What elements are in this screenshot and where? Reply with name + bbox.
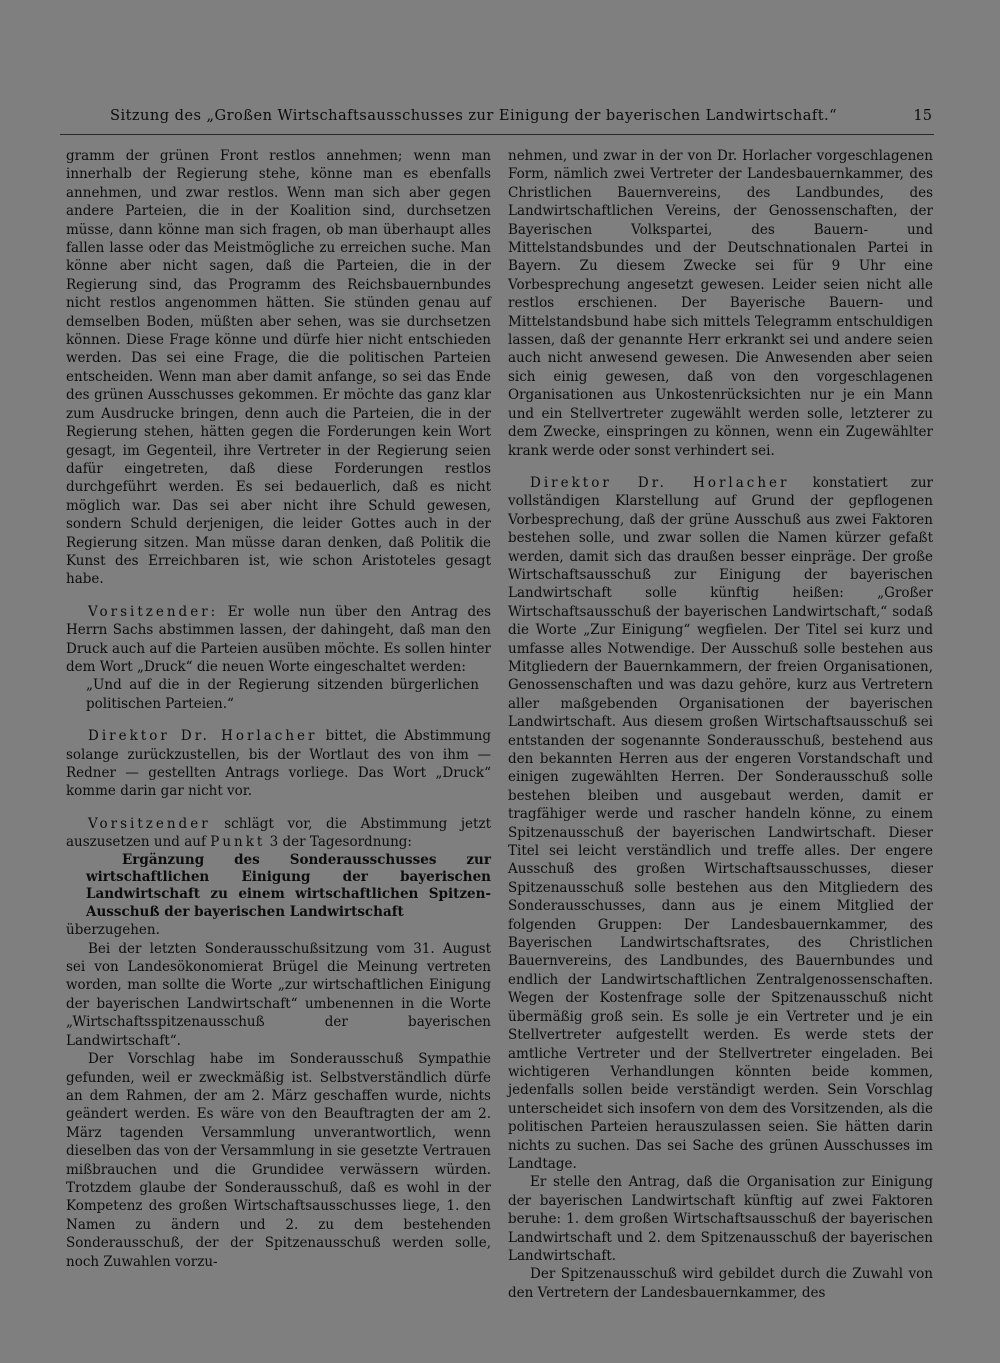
paragraph xyxy=(508,474,933,1173)
left-column xyxy=(66,147,491,1271)
paragraph: überzugehen. xyxy=(66,922,160,939)
running-head xyxy=(110,103,932,129)
page-number: 15 xyxy=(913,107,932,124)
speaker-name: Direktor Dr. Horlacher xyxy=(88,728,318,745)
paragraph: nehmen, und zwar in der von Dr. Horlacher vorgeschlagenen Form, nämlich zwei Vertreter der Landesbauernkammer, des Christlichen Bauernvereins, des Landbundes, des Landwirtschaftlichen Vereins, der Genossenschaften, der Bayerischen Volkspartei, des Bauern- und Mittelstandsbundes und der Deutschnationalen Partei in Bayern. Zu diesem Zwecke sei für 9 Uhr eine Vorbesprechung angesetzt gewesen. Leider seien nicht alle restlos erschienen. Der Bayerische Bauern- und Mittelstandsbund habe sich mittels Telegramm entschuldigen lassen, daß der genannte Herr erkrankt sei und andere seien auch nicht anwesend gewesen. Die Anwesenden aber seien sich einig gewesen, daß von den vorgeschlagenen Organisationen aus Unkostenrücksichten nur je ein Mann und ein Stellvertreter zugewählt werden solle, letzterer zu dem Zwecke, einspringen zu können, wenn ein Zugewählter krank werde oder sonst verhindert sei. xyxy=(508,148,933,459)
right-column xyxy=(508,147,933,1302)
header-rule xyxy=(60,134,934,135)
paragraph xyxy=(66,603,491,677)
paragraph-text: 3 der Tagesordnung: xyxy=(269,834,412,851)
paragraph-text: konstatiert zur vollständigen Klarstellung auf Grund der gepflogenen Vorbesprechung, daß der grüne Ausschuß aus zwei Faktoren bestehen solle, und zwar sollen die Namen kürzer gefaßt werden, damit sich das draußen besser einpräge. Der große Wirtschaftsausschuß zur Einigung der bayerischen Landwirtschaft solle künftig heißen: „Großer Wirtschaftsausschuß der bayerischen Landwirtschaft,“ sodaß die Worte „Zur Einigung“ wegfielen. Der Titel sei kurz und umfasse alles Notwendige. Der Ausschuß solle bestehen aus Mitgliedern der Bauernkammern, der freien Organisationen, Genossenschaften und was dazu gehöre, kurz aus Vertretern aller maßgebenden Organisationen der bayerischen Landwirtschaft. Aus diesem großen Wirtschaftsausschuß sei entstanden der sogenannte Sonderausschuß, bestehend aus den bekannten Herren aus der engeren Vorstandschaft und einigen zugewählten Herren. Der Sonderausschuß solle bestehen bleiben und ausgebaut werden, damit er tragfähiger werde und rascher handeln könne, zu einem Spitzenausschuß der bayerischen Landwirtschaft. Dieser Titel sei leicht verständlich und treffe alles. Der engere Ausschuß des großen Wirtschaftsausschusses, dieser Spitzenausschuß solle bestehen aus den Mitgliedern des Sonderausschusses, dann aus je einem Mitglied der folgenden Gruppen: Der Landesbauernkammer, des Bayerischen Landwirtschaftsrates, des Christlichen Bauernvereins, des Landbundes, des Bauernbundes und endlich der Landwirtschaftlichen Zentralgenossenschaften. Wegen der Kostenfrage solle der Spitzenausschuß nicht übermäßig groß sein. Es solle je ein Vertreter und je ein Stellvertreter aufgestellt werden. Es werde stets der amtliche Vertreter und der Stellvertreter eingeladen. Bei wichtigeren Verhandlungen könnten beide kommen, jedenfalls sollen beide verständigt werden. Sein Vorschlag unterscheidet sich insofern von dem des Vorsitzenden, als die politischen Parteien herauszulassen seien. Sie hätten darin nichts zu suchen. Das sei Sache des grünen Ausschusses im Landtage. xyxy=(508,474,933,1172)
quoted-amendment: „Und auf die in der Regierung sitzenden bürgerlichen politischen Parteien.“ xyxy=(86,677,479,712)
speaker-name: Direktor Dr. Horlacher xyxy=(530,474,790,491)
paragraph: Der Spitzenausschuß wird gebildet durch die Zuwahl von den Vertretern der Landesbauernkammer, des xyxy=(508,1266,933,1301)
paragraph: Der Vorschlag habe im Sonderausschuß Sympathie gefunden, weil er zweckmäßig ist. Selbstverständlich dürfe an dem Rahmen, der am 2. März geschaffen wurde, nichts geändert werden. Es wäre von den Beauftragten der am 2. März tagenden Versammlung unverantwortlich, wenn dieselben das von der Versammlung in sie gesetzte Vertrauen mißbrauchen und die Grundidee verwässern würden. Trotzdem glaube der Sonderausschuß, daß es wohl in der Kompetenz des großen Wirtschaftsausschusses liege, 1. den Namen zu ändern und 2. zu dem bestehenden Sonderausschuß, der der Spitzenausschuß werden solle, noch Zuwahlen vorzu- xyxy=(66,1051,491,1270)
paragraph-text: bittet, die Abstimmung solange zurückzustellen, bis der Wortlaut des von ihm — Redner — gestellten Antrags vorliege. Das Wort „Druck“ komme darin gar nicht vor. xyxy=(66,728,492,800)
agenda-heading: Ergänzung des Sonderausschusses zur wirtschaftlichen Einigung der bayerischen Landwirtschaft zu einem wirtschaftlichen Spitzen-Ausschuß der bayerischen Landwirtschaft xyxy=(86,851,491,920)
speaker-name: Vorsitzender: xyxy=(88,603,219,620)
paragraph: Er stelle den Antrag, daß die Organisation zur Einigung der bayerischen Landwirtschaft künftig auf zwei Faktoren beruhe: 1. dem großen Wirtschaftsausschuß der bayerischen Landwirtschaft und 2. dem Spitzenausschuß der bayerischen Landwirtschaft. xyxy=(508,1174,933,1264)
speaker-name: Vorsitzender xyxy=(88,815,211,832)
paragraph-text: schlägt vor, die Abstimmung jetzt auszusetzen und auf xyxy=(66,815,491,851)
running-head-title: Sitzung des „Großen Wirtschaftsausschusses zur Einigung der bayerischen Landwirtschaft.“ xyxy=(110,107,838,124)
paragraph xyxy=(66,727,491,801)
paragraph-text: Er wolle nun über den Antrag des Herrn Sachs abstimmen lassen, der dahingeht, daß man den Druck auch auf die Parteien ausüben möchte. Es sollen hinter dem Wort „Druck“ die neuen Worte eingeschaltet werden: xyxy=(66,603,492,675)
paragraph: Bei der letzten Sonderausschußsitzung vom 31. August sei von Landesökonomierat Brügel die Meinung vertreten worden, man sollte die Worte „zur wirtschaftlichen Einigung der bayerischen Landwirtschaft“ umbenennen in die Worte „Wirtschaftsspitzenausschuß der bayerischen Landwirtschaft“. xyxy=(66,940,491,1049)
paragraph: gramm der grünen Front restlos annehmen; wenn man innerhalb der Regierung stehe, könne man es ebenfalls annehmen, und zwar restlos. Wenn man sich aber gegen andere Parteien, die in der Koalition sind, durchsetzen müsse, dann könne man sich fragen, ob man überhaupt alles fallen lasse oder das Meistmögliche zu erreichen suche. Man könne aber nicht sagen, daß die Parteien, die in der Regierung sind, das Programm des Reichsbauernbundes nicht restlos angenommen hätten. Sie stünden genau auf demselben Boden, müßten aber sehen, was sie durchsetzen können. Diese Frage könne und dürfe hier nicht entschieden werden. Das sei eine Frage, die die politischen Parteien entscheiden. Wenn man aber damit anfange, so sei das Ende des grünen Ausschusses gekommen. Er möchte das ganz klar zum Ausdrucke bringen, denn auch die Parteien, die in der Regierung stehen, hätten gegen die Forderungen kein Wort gesagt, im Gegenteil, ihre Vertreter in der Regierung seien dafür eingetreten, daß diese Forderungen restlos durchgeführt werden. Es sei bedauerlich, daß es nicht möglich war. Das sei aber nicht ihre Schuld gewesen, sondern Schuld derjenigen, die leider Gottes auch in der Regierung sitzen. Man müsse daran denken, daß Politik die Kunst des Erreichbaren ist, wie schon Aristoteles gesagt habe. xyxy=(66,148,491,588)
agenda-item-word: Punkt xyxy=(210,834,266,851)
paragraph xyxy=(66,815,491,852)
